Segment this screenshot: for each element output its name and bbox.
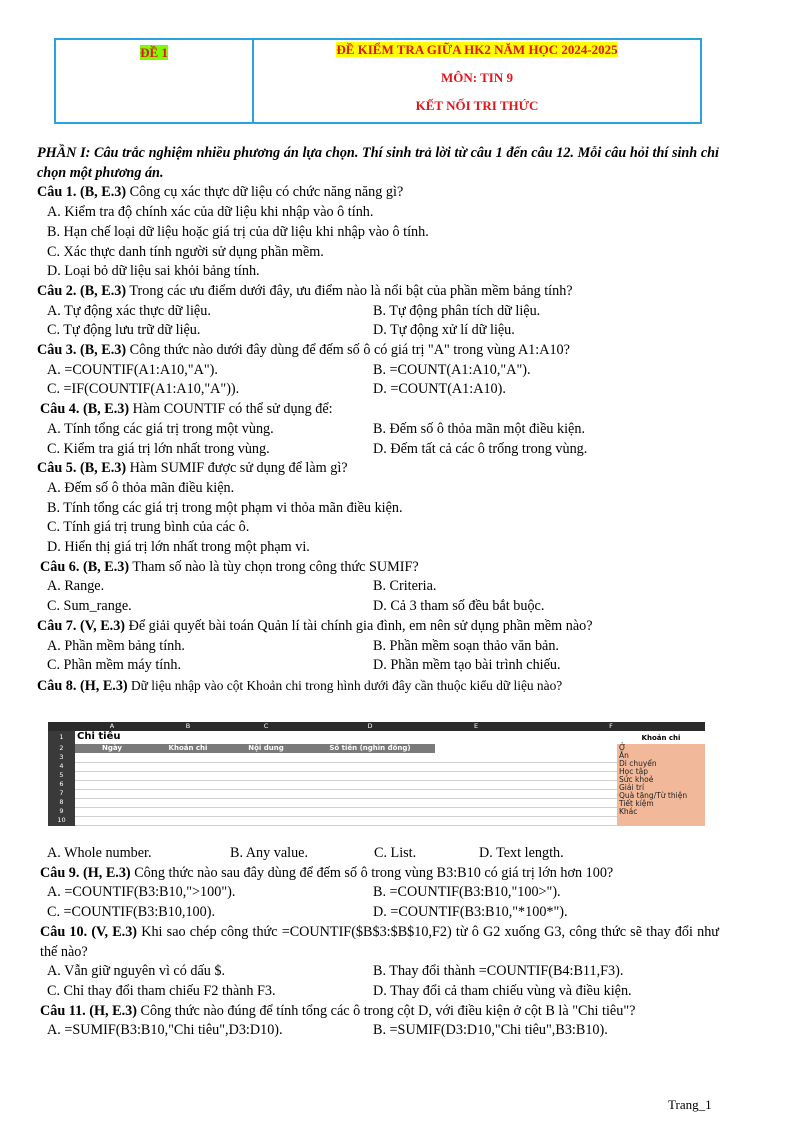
list-item: Ở bbox=[619, 743, 626, 752]
question-number: Câu 5. (B, E.3) bbox=[37, 460, 127, 477]
option-a: A. Kiểm tra độ chính xác của dữ liệu khi nhập vào ô tính. bbox=[47, 204, 374, 221]
question-number: Câu 4. (B, E.3) bbox=[40, 401, 130, 418]
option-d: D. Hiển thị giá trị lớn nhất trong một phạm vi. bbox=[47, 539, 310, 556]
header-cell: Khoản chi bbox=[168, 744, 208, 752]
option-a: A. Whole number. bbox=[47, 845, 152, 861]
col-f: F bbox=[609, 722, 613, 730]
option-d: D. =COUNTIF(B3:B10,"*100*"). bbox=[373, 904, 568, 921]
row-number: 9 bbox=[59, 807, 64, 815]
row-number: 1 bbox=[59, 733, 64, 741]
col-e: E bbox=[473, 722, 479, 730]
option-c: C. Phần mềm máy tính. bbox=[47, 657, 181, 674]
option-d: D. Loại bỏ dữ liệu sai khỏi bảng tính. bbox=[47, 263, 260, 280]
option-c: C. Xác thực danh tính người sử dụng phần mềm. bbox=[47, 243, 324, 260]
option-b: B. Đếm số ô thỏa mãn một điều kiện. bbox=[373, 420, 585, 437]
exam-code-cell bbox=[56, 40, 254, 122]
table-header-row bbox=[75, 744, 435, 753]
exam-content-2 bbox=[37, 844, 719, 1041]
question-3 bbox=[37, 341, 719, 361]
question-4 bbox=[37, 400, 719, 420]
option-d: D. =COUNT(A1:A10). bbox=[373, 381, 506, 398]
option-b: B. Criteria. bbox=[373, 578, 437, 595]
question-number: Câu 3. (B, E.3) bbox=[37, 342, 127, 359]
list-item: Giải trí bbox=[619, 783, 645, 792]
option-b: B. =SUMIF(D3:D10,"Chi tiêu",B3:B10). bbox=[373, 1022, 608, 1039]
option-a: A. =COUNTIF(B3:B10,">100"). bbox=[47, 884, 236, 901]
row-number: 7 bbox=[59, 789, 64, 797]
question-1 bbox=[37, 183, 719, 203]
question-text: Để giải quyết bài toán Quản lí tài chính gia đình, em nên sử dụng phần mềm nào? bbox=[125, 617, 593, 634]
question-7 bbox=[37, 617, 719, 637]
spreadsheet-image bbox=[48, 722, 705, 826]
question-text: Dữ liệu nhập vào cột Khoản chi trong hình dưới đây cần thuộc kiểu dữ liệu nào? bbox=[127, 677, 563, 693]
option-a: A. Vẫn giữ nguyên vì có dấu $. bbox=[47, 963, 226, 980]
option-b: B. =COUNTIF(B3:B10,"100>"). bbox=[373, 884, 561, 901]
option-d: D. Text length. bbox=[479, 845, 564, 861]
list-title: Khoản chi bbox=[641, 734, 681, 742]
row-number: 5 bbox=[59, 771, 64, 779]
option-c: C. Chỉ thay đổi tham chiếu F2 thành F3. bbox=[47, 982, 276, 999]
option-b: B. Tính tổng các giá trị trong một phạm vi thỏa mãn điều kiện. bbox=[47, 499, 403, 516]
sheet-grid bbox=[75, 731, 705, 826]
row-number: 8 bbox=[59, 798, 64, 806]
exam-title: ĐỀ KIỂM TRA GIỮA HK2 NĂM HỌC 2024-2025 bbox=[336, 42, 618, 57]
option-a: A. Range. bbox=[47, 578, 105, 595]
exam-subject: MÔN: TIN 9 bbox=[441, 70, 513, 85]
option-d: D. Cả 3 tham số đều bắt buộc. bbox=[373, 598, 545, 615]
question-2 bbox=[37, 282, 719, 302]
exam-series: KẾT NỐI TRI THỨC bbox=[415, 98, 539, 113]
question-text: Hàm SUMIF được sử dụng để làm gì? bbox=[126, 460, 348, 477]
option-b: B. =COUNT(A1:A10,"A"). bbox=[373, 361, 531, 378]
question-text: Trong các ưu điểm dưới đây, ưu điểm nào là nổi bật của phần mềm bảng tính? bbox=[126, 282, 573, 299]
option-b: B. Any value. bbox=[230, 845, 309, 861]
header-cell: Ngày bbox=[102, 744, 122, 752]
option-d: D. Tự động xử lí dữ liệu. bbox=[373, 322, 515, 339]
row-number: 2 bbox=[59, 744, 64, 752]
list-item: Sức khoẻ bbox=[619, 775, 654, 784]
question-8-options bbox=[37, 844, 719, 864]
row-number: 4 bbox=[59, 762, 64, 770]
exam-code: ĐỀ 1 bbox=[140, 45, 168, 60]
row-number: 3 bbox=[59, 753, 64, 761]
question-number: Câu 8. (H, E.3) bbox=[37, 677, 128, 694]
question-number: Câu 10. (V, E.3) bbox=[40, 923, 138, 940]
question-number: Câu 7. (V, E.3) bbox=[37, 617, 126, 634]
list-item: Quà tặng/Từ thiện bbox=[619, 791, 688, 800]
option-a: A. Đếm số ô thỏa mãn điều kiện. bbox=[47, 479, 235, 496]
option-a: A. =SUMIF(B3:B10,"Chi tiêu",D3:D10). bbox=[47, 1022, 283, 1039]
question-number: Câu 11. (H, E.3) bbox=[40, 1002, 137, 1019]
exam-header-box bbox=[54, 38, 702, 124]
question-number: Câu 9. (H, E.3) bbox=[40, 864, 131, 881]
question-11 bbox=[37, 1002, 719, 1022]
option-a: A. Phần mềm bảng tính. bbox=[47, 637, 185, 654]
question-number: Câu 1. (B, E.3) bbox=[37, 184, 127, 201]
option-b: B. Phần mềm soạn thảo văn bản. bbox=[373, 637, 559, 654]
category-list bbox=[617, 744, 705, 826]
question-8 bbox=[37, 676, 719, 697]
exam-title-cell bbox=[254, 40, 700, 122]
option-c: C. Tính giá trị trung bình của các ô. bbox=[47, 519, 250, 536]
col-a: A bbox=[109, 722, 115, 730]
question-text: Công thức nào sau đây dùng để đếm số ô trong vùng B3:B10 có giá trị lớn hơn 100? bbox=[130, 864, 614, 881]
question-text: Công thức nào dưới đây dùng để đếm số ô có giá trị "A" trong vùng A1:A10? bbox=[126, 342, 570, 359]
question-10 bbox=[37, 923, 719, 962]
col-d: D bbox=[367, 722, 373, 730]
question-text: Công thức nào đúng để tính tổng các ô trong cột D, với điều kiện ở cột B là "Chi tiêu"? bbox=[136, 1002, 636, 1019]
option-c: C. Kiểm tra giá trị lớn nhất trong vùng. bbox=[47, 440, 270, 457]
column-headers bbox=[48, 722, 705, 731]
col-c: C bbox=[263, 722, 269, 730]
row-number: 6 bbox=[59, 780, 64, 788]
option-a: A. =COUNTIF(A1:A10,"A"). bbox=[47, 361, 218, 378]
option-c: C. =IF(COUNTIF(A1:A10,"A")). bbox=[47, 381, 240, 398]
option-d: D. Phần mềm tạo bài trình chiếu. bbox=[373, 657, 561, 674]
list-item: Khác bbox=[619, 807, 638, 816]
sheet-title: Chi tiêu bbox=[77, 731, 121, 742]
list-item: Ăn bbox=[619, 751, 629, 760]
page-number: Trang_1 bbox=[668, 1097, 712, 1112]
question-text: Hàm COUNTIF có thể sử dụng để: bbox=[129, 401, 333, 418]
option-b: B. Tự động phân tích dữ liệu. bbox=[373, 302, 541, 319]
question-9 bbox=[37, 864, 719, 884]
option-a: A. Tự động xác thực dữ liệu. bbox=[47, 302, 211, 319]
question-text: Công cụ xác thực dữ liệu có chức năng năng gì? bbox=[126, 184, 404, 201]
header-cell: Số tiền (nghìn đồng) bbox=[329, 744, 411, 752]
option-b: B. Thay đổi thành =COUNTIF(B4:B11,F3). bbox=[373, 963, 624, 980]
option-c: C. Sum_range. bbox=[47, 598, 132, 615]
question-number: Câu 2. (B, E.3) bbox=[37, 282, 127, 299]
row-numbers bbox=[48, 731, 75, 826]
option-c: C. List. bbox=[374, 845, 417, 861]
question-5 bbox=[37, 459, 719, 479]
section-intro: PHẦN I: Câu trắc nghiệm nhiều phương án lựa chọn. Thí sinh trả lời từ câu 1 đến câu 12. Mỗi câu hỏi thí sinh chỉ chọn một phương án. bbox=[37, 145, 719, 181]
option-c: C. Tự động lưu trữ dữ liệu. bbox=[47, 322, 201, 339]
question-text: Tham số nào là tùy chọn trong công thức SUMIF? bbox=[129, 558, 419, 575]
question-text: Khi sao chép công thức =COUNTIF($B$3:$B$10,F2) từ ô G2 xuống G3, công thức sẽ thay đổi như thế nào? bbox=[40, 923, 719, 960]
list-item: Di chuyển bbox=[619, 759, 657, 768]
option-d: D. Thay đổi cả tham chiếu vùng và điều kiện. bbox=[373, 982, 632, 999]
row-number: 10 bbox=[57, 816, 66, 824]
col-b: B bbox=[185, 722, 191, 730]
option-d: D. Đếm tất cả các ô trống trong vùng. bbox=[373, 440, 588, 457]
list-item: Tiết kiệm bbox=[619, 799, 654, 808]
option-b: B. Hạn chế loại dữ liệu hoặc giá trị của dữ liệu khi nhập vào ô tính. bbox=[47, 223, 429, 240]
question-6 bbox=[37, 558, 719, 578]
question-number: Câu 6. (B, E.3) bbox=[40, 558, 130, 575]
exam-content bbox=[37, 144, 719, 697]
option-c: C. =COUNTIF(B3:B10,100). bbox=[47, 904, 216, 921]
list-item: Học tập bbox=[619, 767, 649, 776]
header-cell: Nội dung bbox=[248, 744, 284, 752]
option-a: A. Tính tổng các giá trị trong một vùng. bbox=[47, 420, 274, 437]
